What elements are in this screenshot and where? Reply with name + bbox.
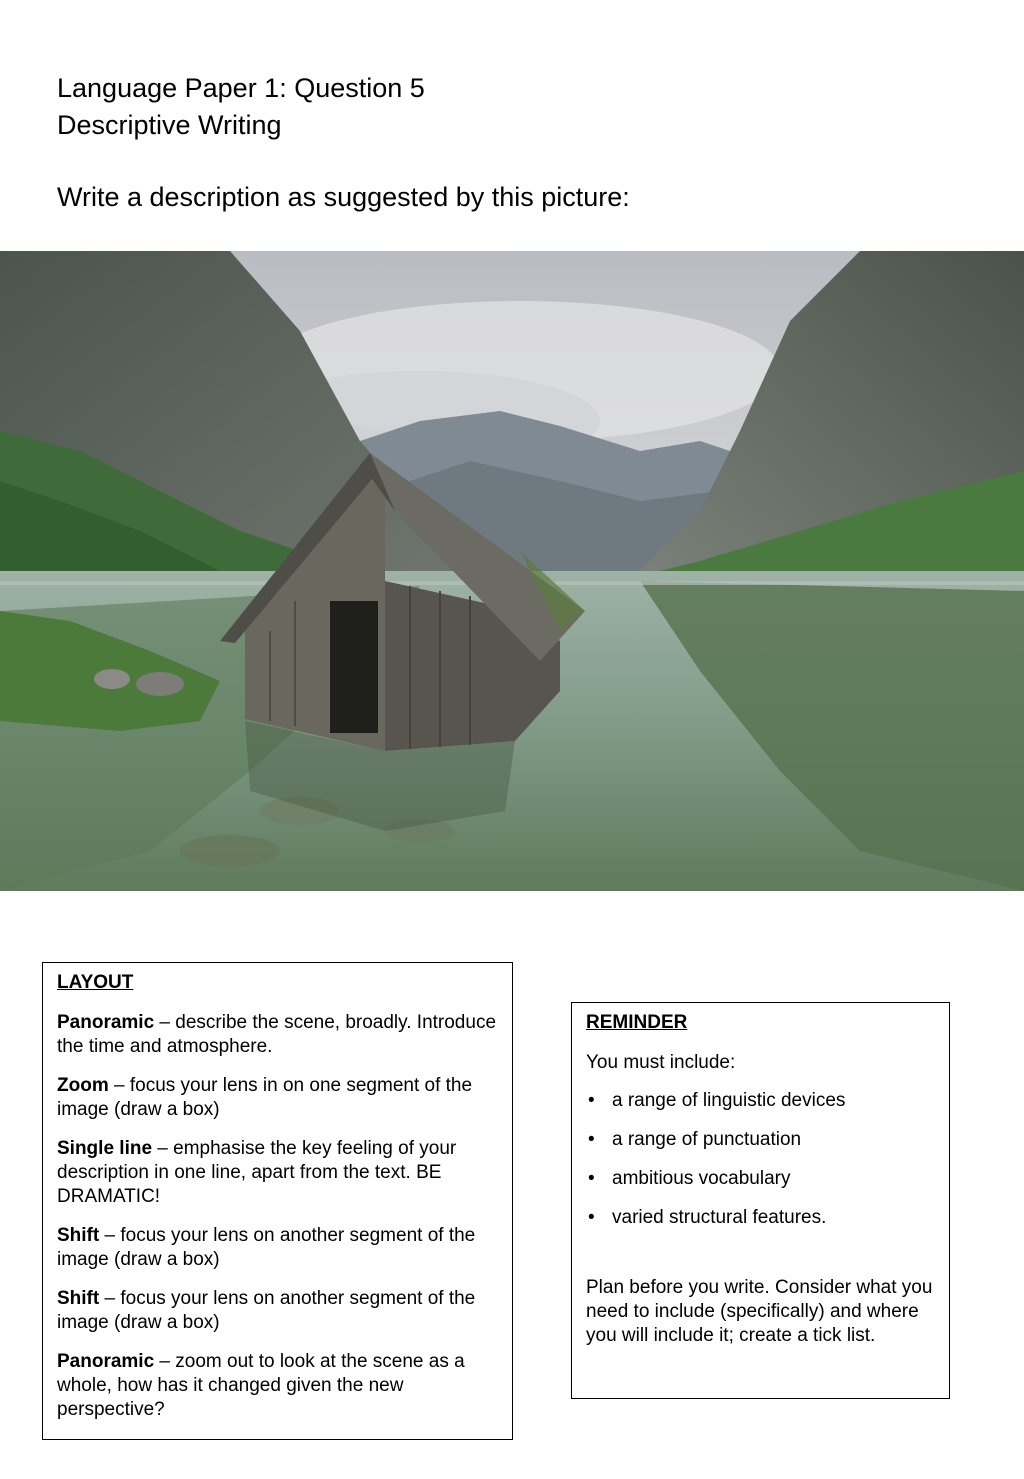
layout-description: – describe the scene, broadly. Introduce the time and atmosphere. xyxy=(57,1012,497,1057)
layout-item-panoramic xyxy=(57,1011,498,1059)
layout-term: Panoramic xyxy=(57,1351,155,1372)
writing-prompt: Write a description as suggested by this picture: xyxy=(57,182,630,212)
layout-item-zoom xyxy=(57,1074,498,1122)
layout-item-panoramic-final xyxy=(57,1350,498,1422)
reminder-intro: You must include: xyxy=(586,1052,736,1073)
layout-box xyxy=(42,962,513,1440)
scene-picture xyxy=(0,251,1024,891)
submerged-stone xyxy=(180,835,280,867)
layout-term: Shift xyxy=(57,1288,100,1309)
layout-term: Panoramic xyxy=(57,1012,155,1033)
layout-term: Zoom xyxy=(57,1075,109,1096)
layout-description: – focus your lens on another segment of the image (draw a box) xyxy=(57,1288,476,1333)
reminder-box xyxy=(571,1002,950,1399)
layout-item-shift xyxy=(57,1224,498,1272)
page-subtitle: Descriptive Writing xyxy=(57,110,282,140)
reminder-item: • varied structural features. xyxy=(586,1206,935,1230)
reminder-plan-text: Plan before you write. Consider what you need to include (specifically) and where you will include it; create a tick list. xyxy=(586,1277,933,1346)
reminder-list xyxy=(586,1089,935,1230)
rock xyxy=(94,669,130,689)
reminder-item: • a range of linguistic devices xyxy=(586,1089,935,1113)
layout-description: – focus your lens in on one segment of the image (draw a box) xyxy=(57,1075,473,1120)
layout-heading: LAYOUT xyxy=(57,972,134,993)
layout-description: – zoom out to look at the scene as a whole, how has it changed given the new perspective? xyxy=(57,1351,465,1420)
reminder-item: • a range of punctuation xyxy=(586,1128,935,1152)
layout-item-single-line xyxy=(57,1137,498,1209)
layout-description: – emphasise the key feeling of your description in one line, apart from the text. BE DRAMATIC! xyxy=(57,1138,457,1207)
reminder-item: • ambitious vocabulary xyxy=(586,1167,935,1191)
rock xyxy=(136,672,184,696)
layout-term: Shift xyxy=(57,1225,100,1246)
layout-term: Single line xyxy=(57,1138,153,1159)
title-block xyxy=(57,70,630,216)
reminder-heading: REMINDER xyxy=(586,1012,688,1033)
boathouse-door xyxy=(330,601,378,733)
layout-item-shift-second xyxy=(57,1287,498,1335)
page-title: Language Paper 1: Question 5 xyxy=(57,73,425,103)
boathouse-lake-illustration xyxy=(0,251,1024,891)
layout-description: – focus your lens on another segment of the image (draw a box) xyxy=(57,1225,476,1270)
